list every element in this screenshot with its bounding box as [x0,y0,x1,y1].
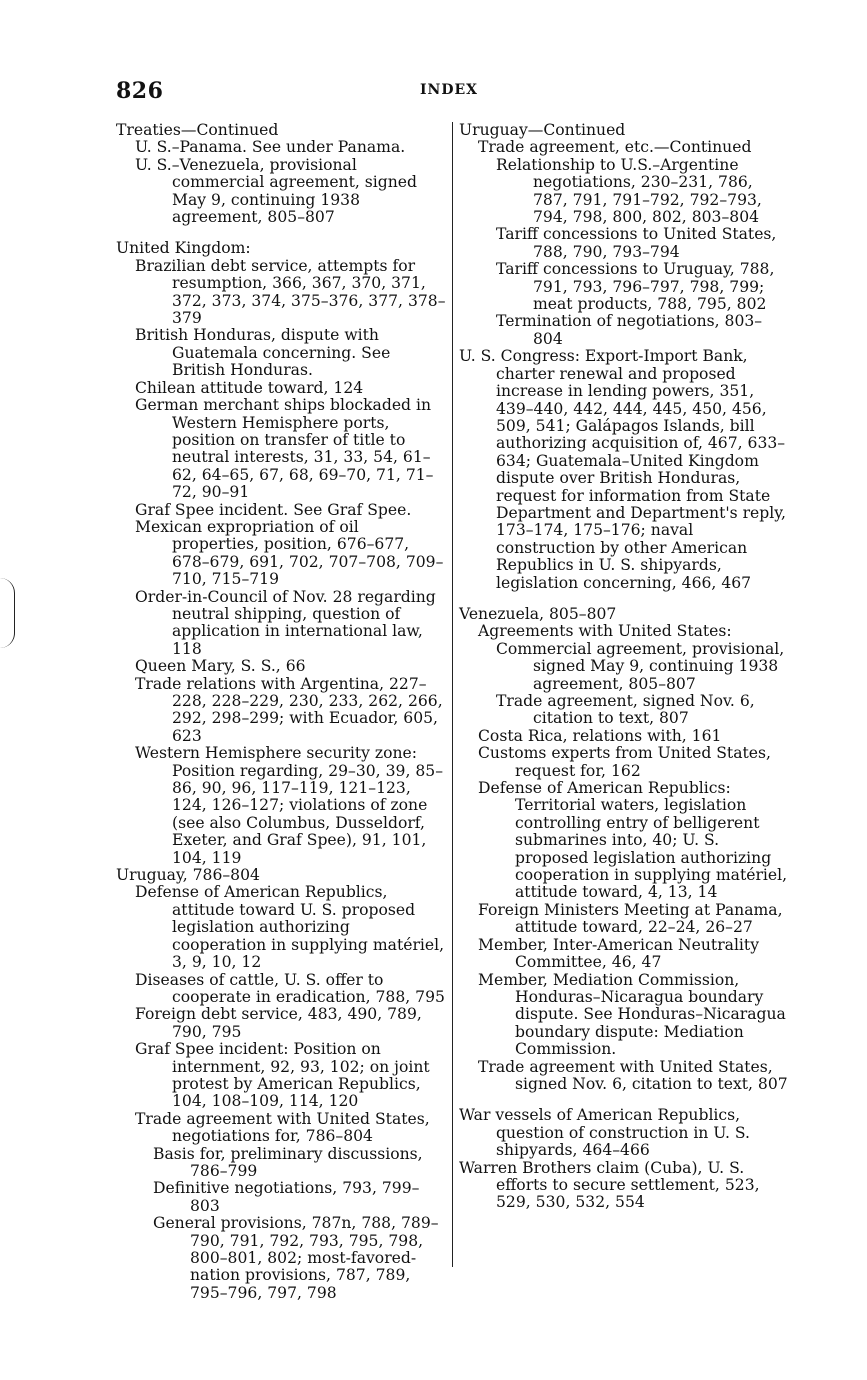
index-entry: Foreign debt service, 483, 490, 789, 790, 795 [135,1005,422,1041]
index-entry: U. S.–Panama. See under Panama. [135,138,406,157]
index-column-left [116,122,446,1302]
running-head: INDEX [420,82,479,98]
index-entry: Member, Mediation Commission, Honduras–Nicaragua boundary dispute. See Honduras–Nicaragua boundary dispute: Mediation Commission. [478,970,786,1059]
index-entry: Chilean attitude toward, 124 [135,378,364,397]
index-entry: U. S. Congress: Export-Import Bank, charter renewal and proposed increase in lending powers, 351, 439–440, 442, 444, 445, 450, 456, 509, 541; Galápagos Islands, bill authorizing acquisition of, 467, 633–634; Guatemala–United Kingdom dispute over British Honduras, request for information from State Department and Department's reply, 173–174, 175–176; naval construction by other American Republics in U. S. shipyards, legislation concerning, 466, 467 [459,347,786,592]
index-entry: Definitive negotiations, 793, 799–803 [153,1179,420,1215]
index-entry: U. S.–Venezuela, provisional commercial agreement, signed May 9, continuing 1938 agreement, 805–807 [135,155,417,227]
index-entry: Defense of American Republics, attitude toward U. S. proposed legislation authorizing cooperation in supplying matériel, 3, 9, 10, 12 [135,883,445,972]
index-entry: Trade relations with Argentina, 227–228, 228–229, 230, 233, 262, 266, 292, 298–299; with Ecuador, 605, 623 [135,674,443,745]
index-entry: Trade agreement with United States, negotiations for, 786–804 [135,1109,430,1146]
index-entry: Tariff concessions to United States, 788, 790, 793–794 [496,225,777,261]
index-entry: Tariff concessions to Uruguay, 788, 791, 793, 796–797, 798, 799; meat products, 788, 795, 802 [496,260,775,314]
index-entry: Western Hemisphere security zone: Position regarding, 29–30, 39, 85–86, 90, 96, 117–119, 121–123, 124, 126–127; violations of zone (see also Columbus, Dusseldorf, Exeter, and Graf Spee), 91, 101, 104, 119 [135,744,443,867]
index-entry: Agreements with United States: [478,622,732,641]
index-entry: United Kingdom: [116,239,251,258]
index-entry: Basis for, preliminary discussions, 786–799 [153,1144,423,1180]
index-entry: Uruguay, 786–804 [116,866,260,885]
index-entry: Queen Mary, S. S., 66 [135,657,306,676]
index-entry: Graf Spee incident. See Graf Spee. [135,500,412,519]
index-entry: Customs experts from United States, request for, 162 [478,744,771,780]
index-entry: Trade agreement, signed Nov. 6, citation to text, 807 [496,692,755,728]
index-entry: Diseases of cattle, U. S. offer to cooperate in eradication, 788, 795 [135,970,445,1006]
index-entry: British Honduras, dispute with Guatemala concerning. See British Honduras. [135,326,391,380]
index-entry: War vessels of American Republics, question of construction in U. S. shipyards, 464–466 [459,1106,751,1160]
index-entry: German merchant ships blockaded in Western Hemisphere ports, position on transfer of title to neutral interests, 31, 33, 54, 61–62, 64–65, 67, 68, 69–70, 71, 71–72, 90–91 [135,396,434,502]
index-entry: Trade agreement, etc.—Continued [478,138,752,157]
index-entry: Member, Inter-American Neutrality Committee, 46, 47 [478,935,759,972]
index-entry: Mexican expropriation of oil properties, position, 676–677, 678–679, 691, 702, 707–708, 709–710, 715–719 [135,517,444,589]
index-entry: Treaties—Continued [116,121,279,139]
index-entry: Brazilian debt service, attempts for resumption, 366, 367, 370, 371, 372, 373, 374, 375–376, 377, 378–379 [135,256,446,328]
index-entry: Graf Spee incident: Position on internment, 92, 93, 102; on joint protest by American Republics, 104, 108–109, 114, 120 [135,1040,430,1111]
index-entry: Commercial agreement, provisional, signed May 9, continuing 1938 agreement, 805–807 [496,639,785,693]
index-entry: Defense of American Republics: Territorial waters, legislation controlling entry of belligerent submarines into, 40; U. S. proposed legislation authorizing cooperation in supplying matériel, attitude toward, 4, 13, 14 [478,779,788,902]
column-divider [452,122,453,1267]
index-entry: Foreign Ministers Meeting at Panama, attitude toward, 22–24, 26–27 [478,900,783,937]
page-number: 826 [116,78,164,104]
margin-mark [0,578,15,648]
index-entry: Costa Rica, relations with, 161 [478,726,722,745]
index-column-right [459,122,789,1212]
index-entry: Order-in-Council of Nov. 28 regarding neutral shipping, question of application in international law, 118 [135,587,436,658]
index-entry: General provisions, 787n, 788, 789–790, 791, 792, 793, 795, 798, 800–801, 802; most-favored-nation provisions, 787, 789, 795–796, 797, 798 [153,1214,439,1302]
index-entry: Trade agreement with United States, signed Nov. 6, citation to text, 807 [478,1057,788,1093]
index-entry: Termination of negotiations, 803–804 [496,312,763,348]
index-entry: Warren Brothers claim (Cuba), U. S. efforts to secure settlement, 523, 529, 530, 532, 554 [459,1158,760,1212]
index-entry: Uruguay—Continued [459,121,626,139]
index-entry: Relationship to U.S.–Argentine negotiations, 230–231, 786, 787, 791, 791–792, 792–793, 794, 798, 800, 802, 803–804 [496,155,762,227]
index-entry: Venezuela, 805–807 [459,604,617,623]
